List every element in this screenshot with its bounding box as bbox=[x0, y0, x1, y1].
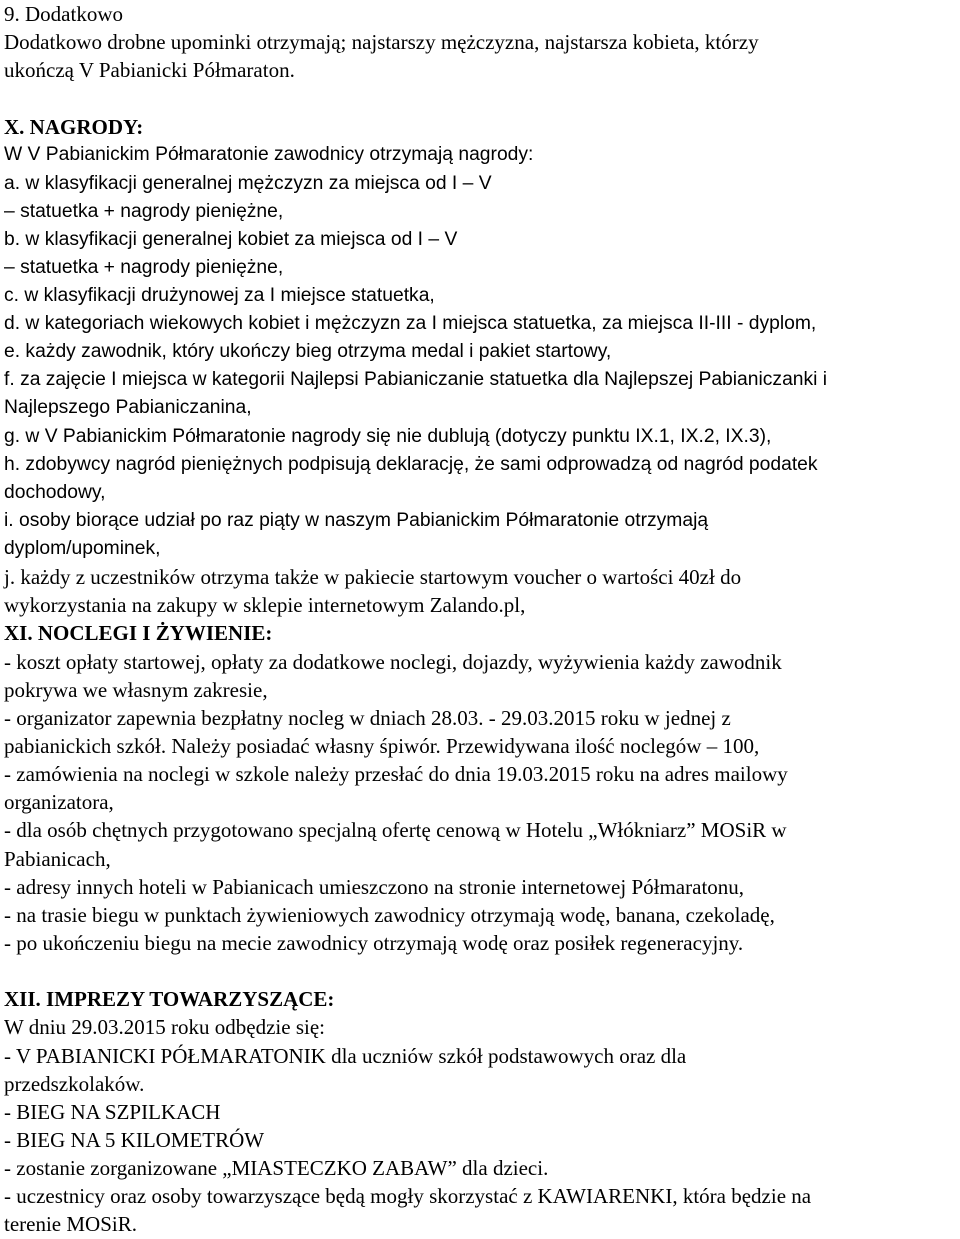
heading-number: XII. bbox=[4, 987, 41, 1011]
paragraph-line: W dniu 29.03.2015 roku odbędzie się: bbox=[4, 1015, 325, 1039]
list-item: d. w kategoriach wiekowych kobiet i mężczyzn za I miejsca statuetka, za miejsca II-III - dyplom, bbox=[4, 313, 817, 334]
list-item: – statuetka + nagrody pieniężne, bbox=[4, 201, 284, 222]
section-heading-10 bbox=[4, 113, 143, 141]
list-item: - organizator zapewnia bezpłatny nocleg w dniach 28.03. - 29.03.2015 roku w jednej z bbox=[4, 706, 731, 730]
list-item: - V PABIANICKI PÓŁMARATONIK dla uczniów szkół podstawowych oraz dla bbox=[4, 1044, 687, 1068]
list-item: – statuetka + nagrody pieniężne, bbox=[4, 257, 284, 278]
list-item: pokrywa we własnym zakresie, bbox=[4, 678, 268, 702]
list-item: g. w V Pabianickim Półmaratonie nagrody się nie dublują (dotyczy punktu IX.1, IX.2, IX.3), bbox=[4, 426, 772, 447]
list-item: e. każdy zawodnik, który ukończy bieg otrzyma medal i pakiet startowy, bbox=[4, 341, 612, 362]
list-item: i. osoby biorące udział po raz piąty w naszym Pabianickim Półmaratonie otrzymają bbox=[4, 510, 709, 531]
list-item: b. w klasyfikacji generalnej kobiet za miejsca od I – V bbox=[4, 229, 458, 250]
list-item: - BIEG NA 5 KILOMETRÓW bbox=[4, 1128, 265, 1152]
list-item: pabianickich szkół. Należy posiadać własny śpiwór. Przewidywana ilość noclegów – 100, bbox=[4, 734, 760, 758]
paragraph-line: Dodatkowo drobne upominki otrzymają; najstarszy mężczyzna, najstarsza kobieta, którzy bbox=[4, 30, 759, 54]
list-item: organizatora, bbox=[4, 790, 114, 814]
list-item: - zamówienia na noclegi w szkole należy przesłać do dnia 19.03.2015 roku na adres mailowy bbox=[4, 762, 788, 786]
heading-title: IMPREZY TOWARZYSZĄCE: bbox=[46, 987, 335, 1011]
section-heading-11 bbox=[4, 619, 272, 647]
list-item: Pabianicach, bbox=[4, 847, 111, 871]
list-item: - adresy innych hoteli w Pabianicach umieszczono na stronie internetowej Półmaratonu, bbox=[4, 875, 745, 899]
list-item: h. zdobywcy nagród pieniężnych podpisują deklarację, że sami odprowadzą od nagród podatek bbox=[4, 454, 818, 475]
list-item: przedszkolaków. bbox=[4, 1072, 145, 1096]
list-item: a. w klasyfikacji generalnej mężczyzn za miejsca od I – V bbox=[4, 173, 492, 194]
list-item: - uczestnicy oraz osoby towarzyszące będą mogły skorzystać z KAWIARENKI, która będzie na bbox=[4, 1184, 812, 1208]
list-item: j. każdy z uczestników otrzyma także w pakiecie startowym voucher o wartości 40zł do bbox=[4, 565, 742, 589]
list-item: - dla osób chętnych przygotowano specjalną ofertę cenową w Hotelu „Włókniarz” MOSiR w bbox=[4, 818, 787, 842]
paragraph-line: W V Pabianickim Półmaratonie zawodnicy otrzymają nagrody: bbox=[4, 144, 534, 165]
list-item: terenie MOSiR. bbox=[4, 1212, 137, 1236]
section-heading-12 bbox=[4, 985, 334, 1013]
list-item: Najlepszego Pabianiczanina, bbox=[4, 397, 252, 418]
heading-title: NOCLEGI I ŻYWIENIE: bbox=[37, 621, 273, 645]
heading-number: XI. bbox=[4, 621, 33, 645]
list-item: wykorzystania na zakupy w sklepie internetowym Zalando.pl, bbox=[4, 593, 526, 617]
list-item: dyplom/upominek, bbox=[4, 538, 161, 559]
list-item: - na trasie biegu w punktach żywieniowych zawodnicy otrzymają wodę, banana, czekoladę, bbox=[4, 903, 775, 927]
list-item: f. za zajęcie I miejsca w kategorii Najlepsi Pabianiczanie statuetka dla Najlepszej Pabianiczanki i bbox=[4, 369, 828, 390]
list-item: c. w klasyfikacji drużynowej za I miejsce statuetka, bbox=[4, 285, 435, 306]
list-item: dochodowy, bbox=[4, 482, 106, 503]
list-item: - BIEG NA SZPILKACH bbox=[4, 1100, 221, 1124]
list-item: - koszt opłaty startowej, opłaty za dodatkowe noclegi, dojazdy, wyżywienia każdy zawodnik bbox=[4, 650, 782, 674]
paragraph-line: ukończą V Pabianicki Półmaraton. bbox=[4, 58, 295, 82]
list-item: - po ukończeniu biegu na mecie zawodnicy otrzymają wodę oraz posiłek regeneracyjny. bbox=[4, 931, 744, 955]
list-item: - zostanie zorganizowane „MIASTECZKO ZABAW” dla dzieci. bbox=[4, 1156, 549, 1180]
heading-title: NAGRODY: bbox=[29, 115, 144, 139]
heading-number: X. bbox=[4, 115, 25, 139]
section-heading-9: 9. Dodatkowo bbox=[4, 2, 123, 26]
